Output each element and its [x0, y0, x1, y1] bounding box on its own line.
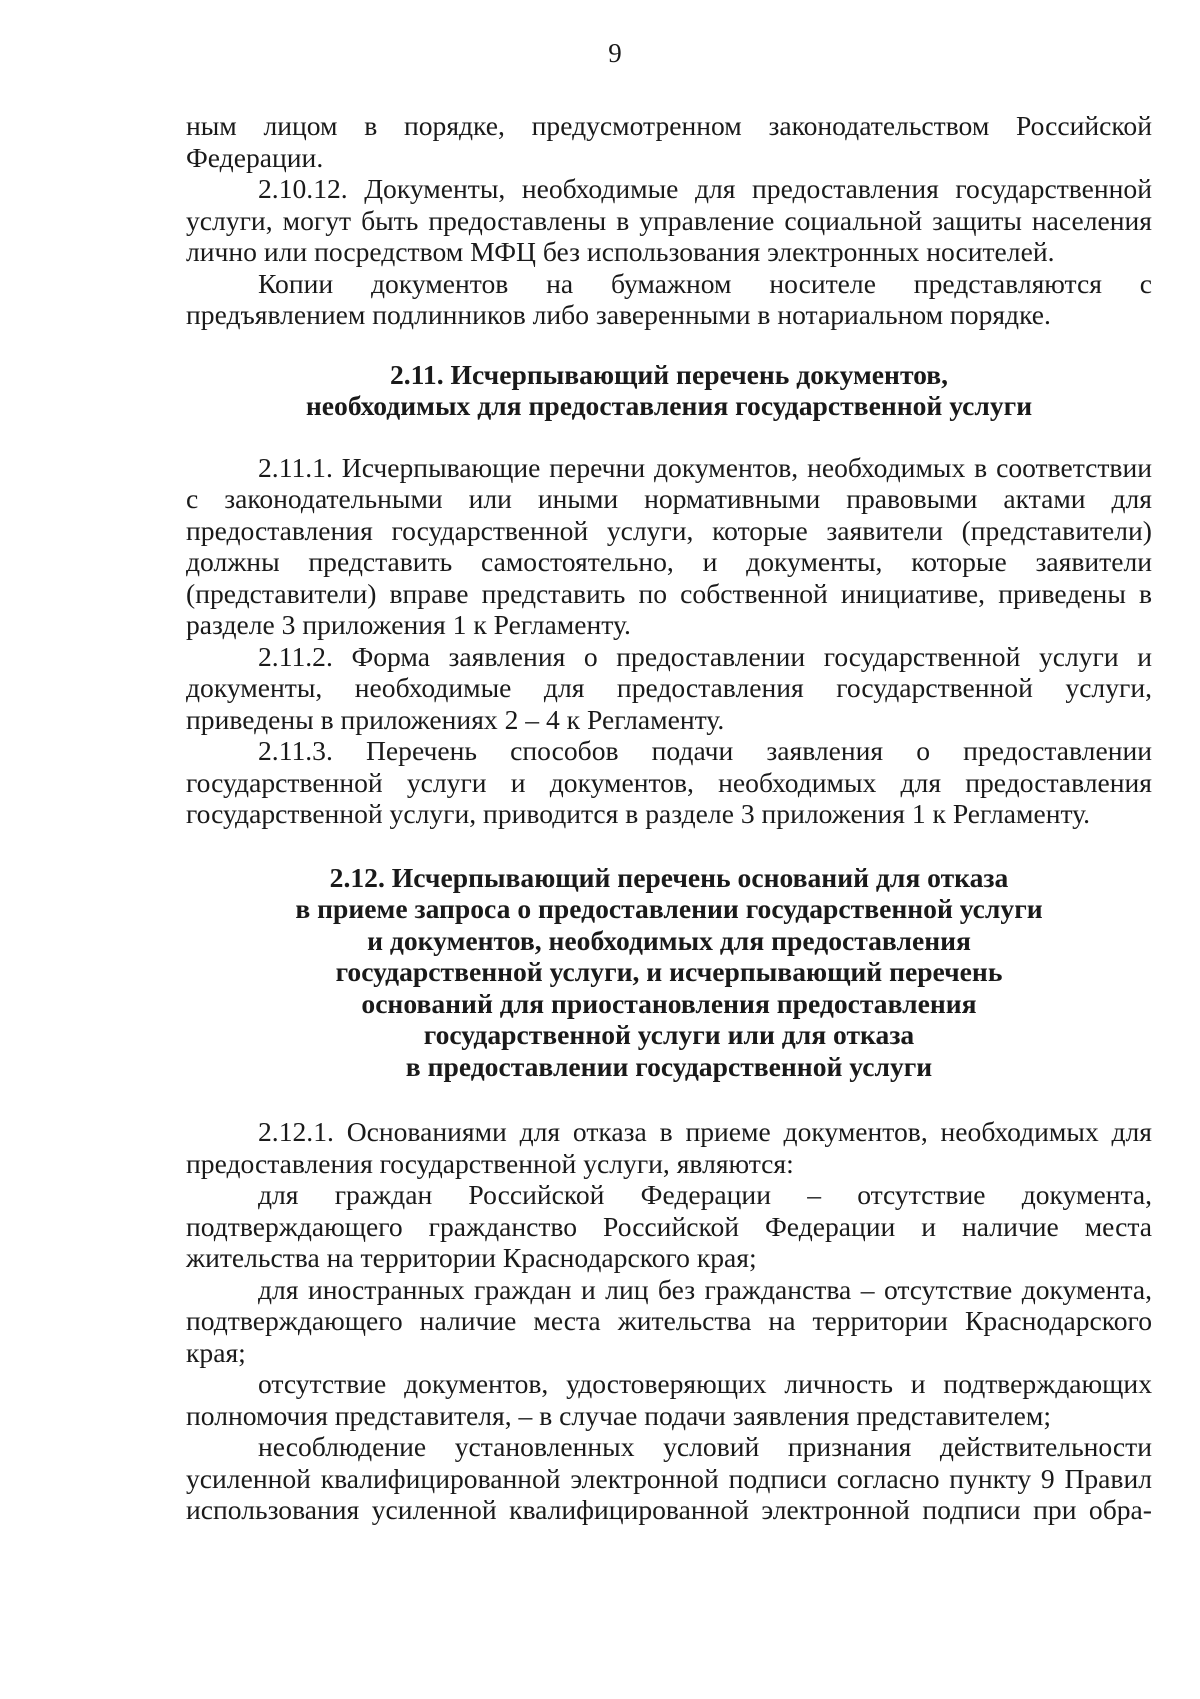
document-body	[186, 110, 1152, 1526]
heading-line: оснований для приостановления предоставления	[361, 987, 977, 1019]
paragraph-2-11-2: 2.11.2. Форма заявления о предоставлении государственной услуги и документы, необходимые для предоставления государственной услуги, приведены в приложениях 2 – 4 к Регламенту.	[186, 640, 1152, 735]
paragraph-2-12-1: 2.12.1. Основаниями для отказа в приеме документов, необходимых для предоставления государственной услуги, являются:	[186, 1116, 1152, 1179]
heading-line: в предоставлении государственной услуги	[405, 1050, 933, 1082]
paragraph-2-10-12: 2.10.12. Документы, необходимые для предоставления государственной услуги, могут быть предоставлены в управление социальной защиты населения лично или посредством МФЦ без использования электронных носителей.	[186, 173, 1152, 267]
page-number: 9	[608, 38, 622, 68]
paragraph-2-11-3: 2.11.3. Перечень способов подачи заявления о предоставлении государственной услуги и документов, необходимых для предоставления государственной услуги, приводится в разделе 3 приложения 1 к Регламенту.	[186, 735, 1152, 829]
heading-line: и документов, необходимых для предоставления	[367, 924, 971, 956]
heading-line: необходимых для предоставления государственной услуги	[305, 390, 1033, 421]
heading-line: 2.11. Исчерпывающий перечень документов,	[389, 358, 949, 390]
paragraph-electronic-signature: несоблюдение установленных условий признания действительности усиленной квалифицированной электронной подписи согласно пункту 9 Правил использования усиленной квалифицированной электронной подписи при обра-	[186, 1431, 1152, 1525]
section-heading-2-11	[186, 359, 1152, 422]
paragraph-foreign-citizens: для иностранных граждан и лиц без гражданства – отсутствие документа, подтверждающего наличие места жительства на территории Краснодарского края;	[186, 1273, 1152, 1368]
paragraph-representative: отсутствие документов, удостоверяющих личность и подтверждающих полномочия представителя, – в случае подачи заявления представителем;	[186, 1368, 1152, 1431]
section-heading-2-12	[186, 862, 1152, 1083]
paragraph-citizens-rf: для граждан Российской Федерации – отсутствие документа, подтверждающего гражданство Российской Федерации и наличие места жительства на территории Краснодарского края;	[186, 1179, 1152, 1273]
paragraph-continuation: ным лицом в порядке, предусмотренном законодательством Российской Федерации.	[186, 110, 1152, 173]
paragraph-copies: Копии документов на бумажном носителе представляются с предъявлением подлинников либо заверенными в нотариальном порядке.	[186, 267, 1152, 330]
paragraph-2-11-1: 2.11.1. Исчерпывающие перечни документов, необходимых в соответствии с законодательными или иными нормативными правовыми актами для предоставления государственной услуги, которые заявители (представители) должны представить самостоятельно, и документы, которые заявители (представители) вправе представить по собственной инициативе, приведены в разделе 3 приложения 1 к Регламенту.	[186, 451, 1152, 640]
heading-line: 2.12. Исчерпывающий перечень оснований для отказа	[329, 861, 1009, 893]
heading-line: государственной услуги, и исчерпывающий перечень	[335, 956, 1003, 987]
heading-line: в приеме запроса о предоставлении государственной услуги	[295, 893, 1043, 924]
heading-line: государственной услуги или для отказа	[423, 1019, 915, 1050]
